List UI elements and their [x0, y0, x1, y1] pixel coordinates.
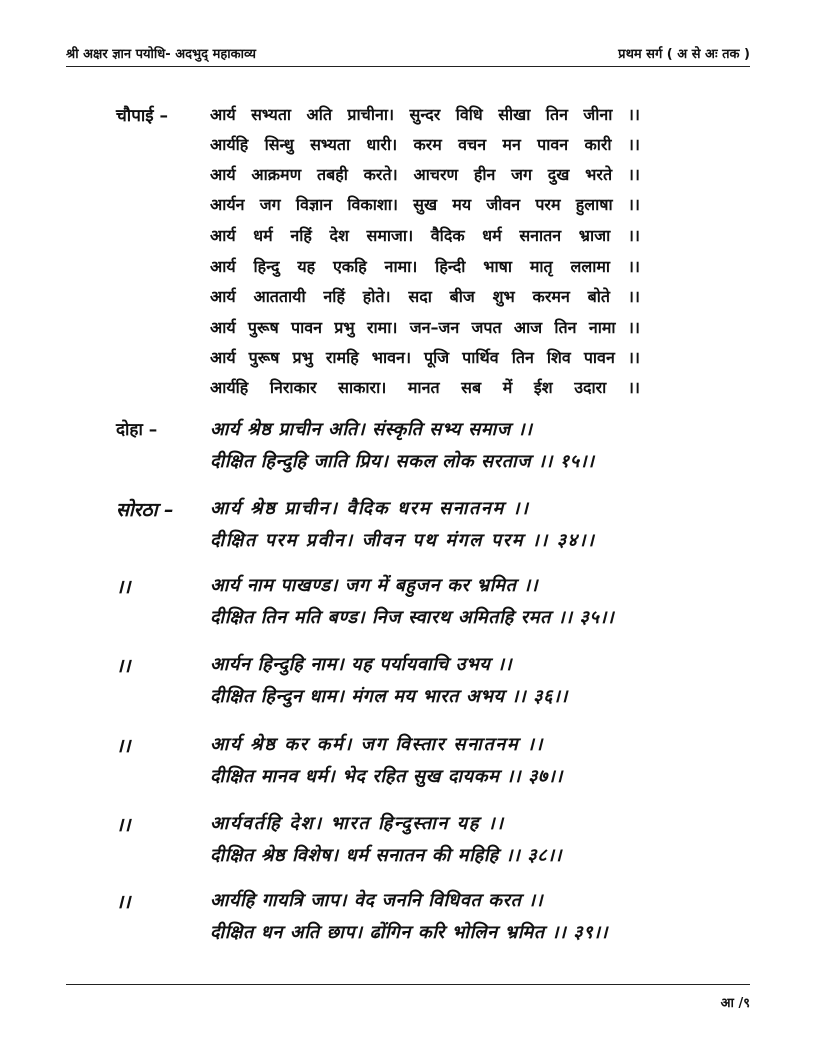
verse-line: दीक्षित तिन मति बण्ड। निज स्वारथ अमितहि रमत ।। ३५।।: [210, 607, 615, 628]
chapter-title: प्रथम सर्ग ( अ से अः तक ): [618, 47, 750, 62]
verse-line: दीक्षित हिन्दुन धाम। मंगल मय भारत अभय ।। ३६।।: [210, 686, 568, 707]
chaupai-row: [0, 163, 816, 193]
chaupai-line: आर्यहि निराकार साकारा। मानत सब में ईश उदारा ।।: [210, 378, 640, 397]
verse-line: आर्य श्रेष्ठ प्राचीन अति। संस्कृति सभ्य समाज ।।: [210, 419, 533, 440]
verse-line: दीक्षित श्रेष्ठ विशेष। धर्म सनातन की महिहि ।। ३८।।: [210, 845, 563, 866]
chaupai-row: [0, 103, 816, 133]
verse-line: आर्य श्रेष्ठ कर कर्म। जग विस्तार सनातनम ।।: [210, 734, 544, 755]
page-number: आ /९: [720, 996, 750, 1011]
stanza-row: [0, 843, 816, 873]
page-footer: [66, 984, 750, 1015]
chaupai-row: [0, 316, 816, 346]
stanza-row: [0, 764, 816, 794]
chaupai-row: [0, 255, 816, 285]
verse-line: आर्य श्रेष्ठ प्राचीन। वैदिक धरम सनातनम ।।: [210, 498, 530, 519]
verse-line: आर्य नाम पाखण्ड। जग में बहुजन कर भ्रमित ।।: [210, 575, 539, 596]
chaupai-line: आर्यहि सिन्धु सभ्यता धारी। करम वचन मन पावन कारी ।।: [210, 135, 640, 154]
stanza-row: [0, 811, 816, 841]
stanza-row: [0, 573, 816, 603]
stanza-marker: ।।: [116, 891, 131, 913]
stanza-row: [0, 920, 816, 950]
chaupai-row: [0, 133, 816, 163]
stanza-row: [0, 449, 816, 479]
soratha-label: सोरठा –: [116, 499, 174, 521]
chaupai-line: आर्य आक्रमण तबही करते। आचरण हीन जग दुख भरते ।।: [210, 165, 640, 184]
stanza-row: [0, 496, 816, 526]
stanza-row: [0, 684, 816, 714]
stanza-row: [0, 652, 816, 682]
stanza-marker: ।।: [116, 655, 131, 677]
chaupai-row: [0, 224, 816, 254]
verse-line: आर्यवर्तहि देश। भारत हिन्दुस्तान यह ।।: [210, 813, 505, 834]
chaupai-line: आर्य आततायी नहिं होते। सदा बीज शुभ करमन बोते ।।: [210, 287, 640, 306]
stanza-marker: ।।: [116, 576, 131, 598]
chaupai-row: [0, 193, 816, 223]
verse-line: आर्यन हिन्दुहि नाम। यह पर्यायवाचि उभय ।।: [210, 654, 513, 675]
chaupai-line: आर्य पुरूष प्रभु रामहि भावन। पूजि पार्थिव तिन शिव पावन ।।: [210, 348, 640, 367]
verse-line: दीक्षित हिन्दुहि जाति प्रिय। सकल लोक सरताज ।। १५।।: [210, 451, 595, 472]
chaupai-line: आर्यन जग विज्ञान विकाशा। सुख मय जीवन परम हुलाषा ।।: [210, 195, 640, 214]
chaupai-row: [0, 376, 816, 406]
stanza-row: [0, 888, 816, 918]
verse-line: आर्यहि गायत्रि जाप। वेद जननि विधिवत करत ।।: [210, 890, 544, 911]
chaupai-label: चौपाई –: [116, 106, 169, 126]
chaupai-line: आर्य हिन्दु यह एकहि नामा। हिन्दी भाषा मातृ ललामा ।।: [210, 257, 640, 276]
stanza-marker: ।।: [116, 735, 131, 757]
verse-line: दीक्षित मानव धर्म। भेद रहित सुख दायकम ।। ३७।।: [210, 766, 563, 787]
verse-line: दीक्षित धन अति छाप। ढोंगिन करि भोलिन भ्रमित ।। ३९।।: [210, 922, 609, 943]
chaupai-line: आर्य धर्म नहिं देश समाजा। वैदिक धर्म सनातन भ्राजा ।।: [210, 226, 640, 245]
stanza-row: [0, 528, 816, 558]
stanza-row: [0, 732, 816, 762]
chaupai-row: [0, 285, 816, 315]
chaupai-line: आर्य सभ्यता अति प्राचीना। सुन्दर विधि सीखा तिन जीना ।।: [210, 105, 640, 124]
doha-label: दोहा –: [116, 420, 158, 440]
page-header: [66, 40, 750, 67]
chaupai-line: आर्य पुरूष पावन प्रभु रामा। जन–जन जपत आज तिन नामा ।।: [210, 318, 640, 337]
stanza-row: [0, 417, 816, 447]
stanza-row: [0, 605, 816, 635]
stanza-marker: ।।: [116, 814, 131, 836]
book-title: श्री अक्षर ज्ञान पयोधि- अदभुद् महाकाव्य: [66, 47, 256, 62]
chaupai-row: [0, 346, 816, 376]
verse-line: दीक्षित परम प्रवीन। जीवन पथ मंगल परम ।। ३४।।: [210, 530, 596, 551]
